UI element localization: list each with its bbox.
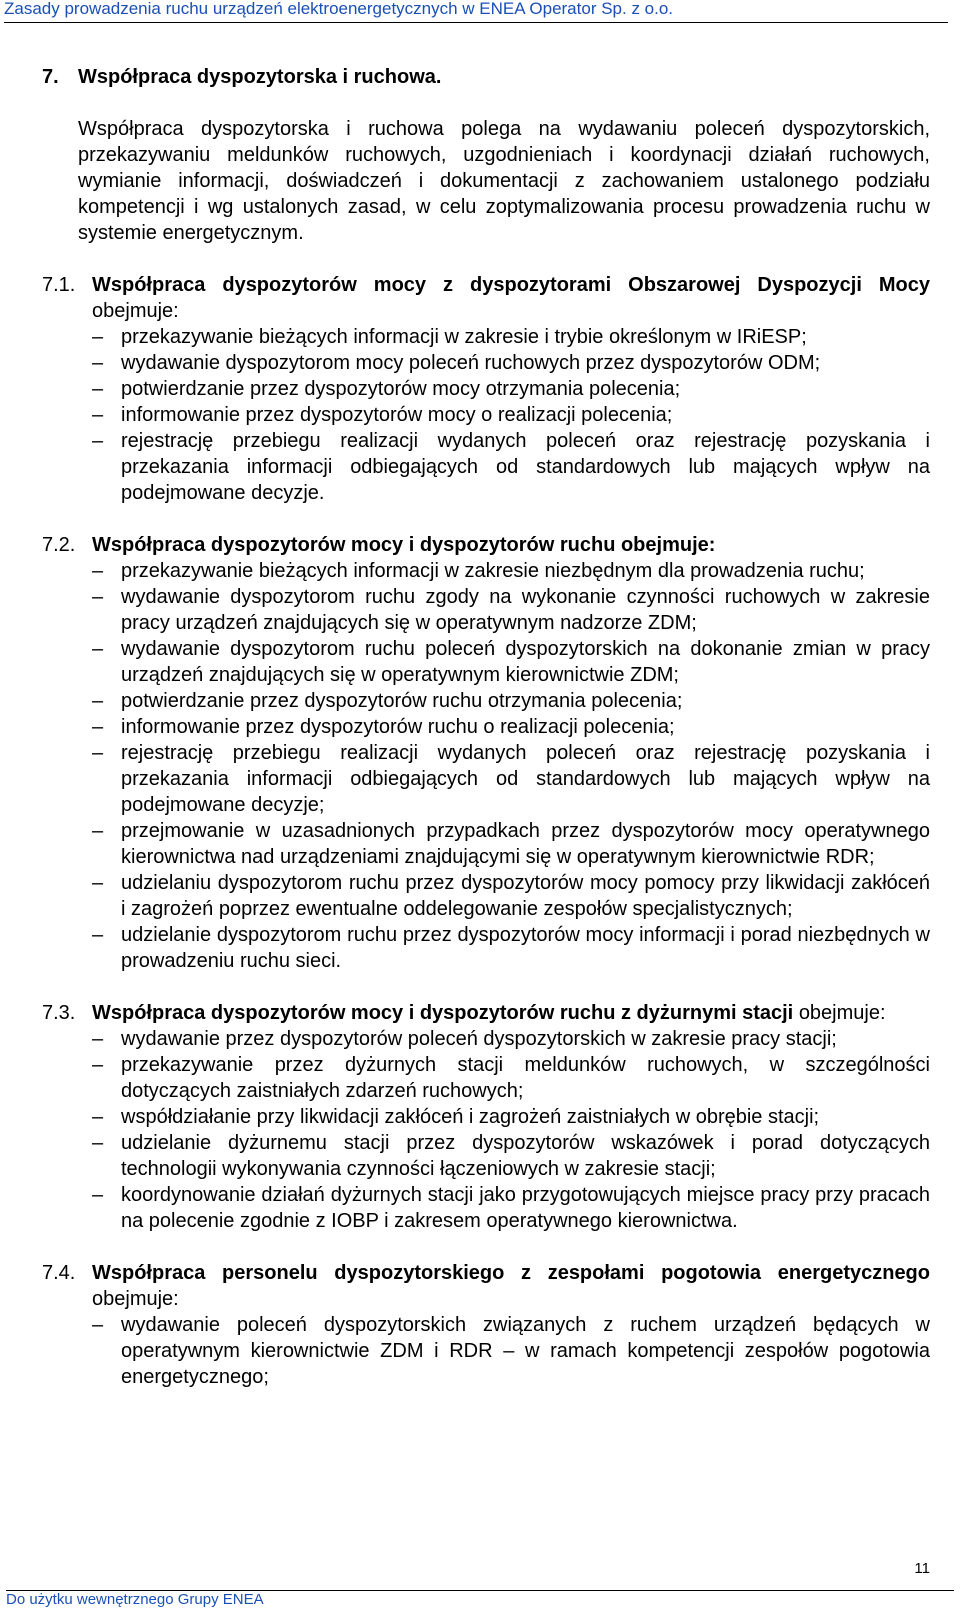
page-number: 11 (914, 1560, 930, 1577)
section-title (92, 1260, 930, 1312)
list-marker: – (92, 404, 104, 426)
section (42, 532, 930, 974)
list-item (92, 818, 930, 870)
section-title (92, 532, 930, 558)
list-marker: – (92, 1314, 104, 1336)
list-item (92, 324, 930, 350)
page-footer (6, 1590, 954, 1609)
list-item-text: wydawanie dyspozytorom mocy poleceń ruchowych przez dyspozytorów ODM; (121, 352, 821, 374)
list-item-text: koordynowanie działań dyżurnych stacji jako przygotowujących miejsce pracy przy pracach na polecenie zgodnie z IOBP i zakresem operatywnego kierownictwa. (121, 1184, 930, 1232)
section-number: 7.3. (42, 1002, 76, 1024)
section-title-text: Współpraca dyspozytorów mocy i dyspozytorów ruchu obejmuje: (92, 534, 716, 556)
list-item (92, 870, 930, 922)
section-item-list (92, 1312, 930, 1390)
section-item-list (92, 324, 930, 506)
list-item-text: wydawanie dyspozytorom ruchu poleceń dyspozytorskich na dokonanie zmian w pracy urządzeń znajdujących się w operatywnym kierownictwie ZDM; (121, 638, 930, 686)
list-item (92, 350, 930, 376)
section-number: 7.2. (42, 534, 76, 556)
footer-text: Do użytku wewnętrznego Grupy ENEA (6, 1591, 264, 1608)
section-title-text: Współpraca personelu dyspozytorskiego z zespołami pogotowia energetycznego (92, 1262, 930, 1284)
section-title (92, 1000, 930, 1026)
section-number: 7.1. (42, 274, 76, 296)
list-item (92, 428, 930, 506)
section-title-text: Współpraca dyspozytorów mocy z dyspozytorami Obszarowej Dyspozycji Mocy (92, 274, 930, 296)
list-item-text: przekazywanie przez dyżurnych stacji meldunków ruchowych, w szczególności dotyczących zaistniałych zdarzeń ruchowych; (121, 1054, 930, 1102)
list-item (92, 740, 930, 818)
list-item-text: rejestrację przebiegu realizacji wydanych poleceń oraz rejestrację pozyskania i przekazania informacji odbiegających od standardowych lub mających wpływ na podejmowane decyzje. (121, 430, 930, 504)
list-item (92, 1052, 930, 1104)
section-number: 7.4. (42, 1262, 76, 1284)
section-item-list (92, 1026, 930, 1234)
section-item-list (92, 558, 930, 974)
list-marker: – (92, 378, 104, 400)
list-item (92, 714, 930, 740)
list-item-text: przekazywanie bieżących informacji w zakresie i trybie określonym w IRiESP; (121, 326, 807, 348)
section-title (92, 272, 930, 324)
list-marker: – (92, 1054, 104, 1076)
list-item (92, 922, 930, 974)
list-item-text: przekazywanie bieżących informacji w zakresie niezbędnym dla prowadzenia ruchu; (121, 560, 865, 582)
list-item-text: wydawanie poleceń dyspozytorskich związanych z ruchem urządzeń będących w operatywnym kierownictwie ZDM i RDR – w ramach kompetencji zespołów pogotowia energetycznego; (121, 1314, 930, 1388)
list-item (92, 1026, 930, 1052)
section-body (92, 1260, 930, 1390)
list-marker: – (92, 560, 104, 582)
chapter-title: Współpraca dyspozytorska i ruchowa. (78, 66, 442, 88)
list-item (92, 1130, 930, 1182)
list-marker: – (92, 872, 104, 894)
list-item-text: informowanie przez dyspozytorów ruchu o realizacji polecenia; (121, 716, 675, 738)
section-body (92, 532, 930, 974)
list-item-text: potwierdzanie przez dyspozytorów mocy otrzymania polecenia; (121, 378, 681, 400)
list-item (92, 376, 930, 402)
chapter-intro: Współpraca dyspozytorska i ruchowa polega na wydawaniu poleceń dyspozytorskich, przekazywaniu meldunków ruchowych, uzgodnieniach i koordynacji działań ruchowych, wymianie informacji, doświadczeń i dokumentacji z zachowaniem ustalonego podziału kompetencji i wg ustalonych zasad, w celu zoptymalizowania procesu prowadzenia ruchu w systemie energetycznym. (78, 118, 930, 244)
section-title-rest: obejmuje: (92, 300, 179, 322)
list-marker: – (92, 690, 104, 712)
list-marker: – (92, 326, 104, 348)
list-item-text: informowanie przez dyspozytorów mocy o realizacji polecenia; (121, 404, 673, 426)
chapter-heading (42, 64, 930, 90)
list-marker: – (92, 352, 104, 374)
section-title-rest: obejmuje: (92, 1288, 179, 1310)
list-marker: – (92, 1132, 104, 1154)
list-item (92, 1104, 930, 1130)
list-marker: – (92, 716, 104, 738)
list-item-text: wydawanie dyspozytorom ruchu zgody na wykonanie czynności ruchowych w zakresie pracy urządzeń znajdujących się w operatywnym nadzorze ZDM; (121, 586, 930, 634)
section (42, 1260, 930, 1390)
list-marker: – (92, 820, 104, 842)
list-marker: – (92, 1106, 104, 1128)
list-marker: – (92, 1028, 104, 1050)
page-header (4, 0, 948, 23)
list-marker: – (92, 586, 104, 608)
sections-container (42, 272, 930, 1390)
list-marker: – (92, 1184, 104, 1206)
list-marker: – (92, 638, 104, 660)
list-item-text: rejestrację przebiegu realizacji wydanych poleceń oraz rejestrację pozyskania i przekazania informacji odbiegających od standardowych lub mających wpływ na podejmowane decyzje; (121, 742, 930, 816)
list-item (92, 636, 930, 688)
list-item (92, 402, 930, 428)
list-marker: – (92, 924, 104, 946)
list-item-text: udzielaniu dyspozytorom ruchu przez dyspozytorów mocy pomocy przy likwidacji zakłóceń i zagrożeń poprzez ewentualne oddelegowanie zespołów specjalistycznych; (121, 872, 930, 920)
list-item-text: potwierdzanie przez dyspozytorów ruchu otrzymania polecenia; (121, 690, 683, 712)
list-item (92, 688, 930, 714)
chapter-number: 7. (42, 66, 59, 88)
document-title: Zasady prowadzenia ruchu urządzeń elektroenergetycznych w ENEA Operator Sp. z o.o. (4, 0, 674, 18)
section (42, 1000, 930, 1234)
list-item-text: przejmowanie w uzasadnionych przypadkach przez dyspozytorów mocy operatywnego kierownictwa nad urządzeniami znajdującymi się w operatywnym kierownictwie RDR; (121, 820, 930, 868)
list-item-text: współdziałanie przy likwidacji zakłóceń i zagrożeń zaistniałych w obrębie stacji; (121, 1106, 820, 1128)
section-title-rest: obejmuje: (798, 1002, 886, 1024)
list-marker: – (92, 742, 104, 764)
list-item (92, 1182, 930, 1234)
list-item (92, 558, 930, 584)
section-body (92, 272, 930, 506)
section (42, 272, 930, 506)
document-body (42, 64, 930, 1390)
list-item (92, 1312, 930, 1390)
list-item (92, 584, 930, 636)
list-item-text: wydawanie przez dyspozytorów poleceń dyspozytorskich w zakresie pracy stacji; (121, 1028, 837, 1050)
list-item-text: udzielanie dyżurnemu stacji przez dyspozytorów wskazówek i porad dotyczących technologii wykonywania czynności łączeniowych w zakresie stacji; (121, 1132, 930, 1180)
list-item-text: udzielanie dyspozytorom ruchu przez dyspozytorów mocy informacji i porad niezbędnych w prowadzeniu ruchu sieci. (121, 924, 930, 972)
section-title-text: Współpraca dyspozytorów mocy i dyspozytorów ruchu z dyżurnymi stacji (92, 1002, 794, 1024)
list-marker: – (92, 430, 104, 452)
section-body (92, 1000, 930, 1234)
